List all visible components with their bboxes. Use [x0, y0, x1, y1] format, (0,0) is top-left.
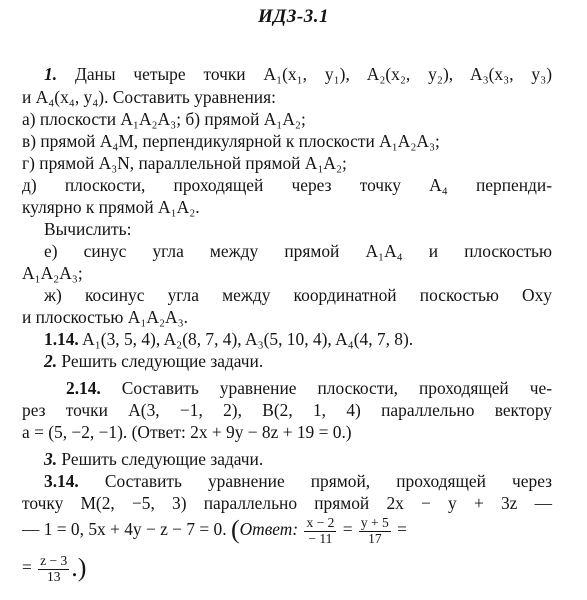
task1-item-a: а) плоскости A₁A₂A₃; б) прямой A₁A₂;	[22, 109, 306, 129]
task3-line1	[44, 471, 552, 492]
task1-item-d-line2: кулярно к прямой A₁A₂.	[22, 197, 200, 217]
task2-line1	[66, 378, 552, 399]
task1-item-zh-line1: ж) косинус угла между координатной поскостью Oxy	[44, 285, 552, 305]
task1-compute-label: Вычислить:	[44, 219, 132, 239]
fraction-x-denominator: − 11	[308, 530, 333, 546]
variant-points: A₁(3, 5, 4), A₂(8, 7, 4), A₃(5, 10, 4), A₄(4, 7, 8).	[82, 329, 414, 349]
page-title: ИДЗ-3.1	[257, 6, 329, 27]
fraction-y-denominator: 17	[368, 530, 382, 546]
task2-number: 2.14.	[66, 378, 101, 398]
task3-header-number: 3.	[44, 449, 58, 469]
answer-fraction-z	[38, 554, 69, 585]
task2-header-text: Решить следующие задачи.	[61, 351, 264, 371]
task3-equations: — 1 = 0, 5x + 4y − z − 7 = 0.	[22, 519, 227, 539]
task2-line3: a = (5, −2, −1). (Ответ: 2x + 9y − 8z + 19 = 0.)	[22, 422, 352, 442]
fraction-y-numerator: y + 5	[360, 514, 389, 530]
task1-item-e-line2: A₁A₂A₃;	[22, 263, 83, 283]
task1-item-e-line1: е) синус угла между прямой A₁A₄ и плоскостью	[44, 241, 552, 261]
task1-item-v: в) прямой A₄M, перпендикулярной к плоскости A₁A₂A₃;	[22, 131, 440, 151]
task1-line1	[44, 64, 552, 85]
task2-header-number: 2.	[44, 351, 58, 371]
task3-line3	[22, 514, 407, 546]
task2-line2: рез точки A(3, −1, 2), B(2, 1, 4) параллельно вектору	[22, 400, 552, 420]
answer-label: Ответ:	[239, 519, 299, 539]
variant-number: 1.14.	[44, 329, 79, 349]
task3-text: Составить уравнение прямой, проходящей через	[104, 471, 552, 491]
answer-fraction-y	[359, 516, 391, 547]
task1-text: Даны четыре точки A₁(x₁, y₁), A₂(x₂, y₂), A₃(x₃, y₃)	[74, 64, 552, 84]
task2-header	[44, 351, 263, 372]
task1-item-d-line1: д) плоскости, проходящей через точку A₄ перпенди-	[22, 175, 552, 195]
equals-sign-3: =	[22, 557, 32, 577]
fraction-x-numerator: x − 2	[306, 514, 335, 530]
answer-close-paren: .)	[71, 553, 87, 582]
task1-item-g: г) прямой A₃N, параллельной прямой A₁A₂;	[22, 153, 347, 173]
fraction-z-numerator: z − 3	[40, 552, 68, 568]
task3-header	[44, 449, 263, 470]
task1-line2: и A₄(x₄, y₄). Составить уравнения:	[22, 87, 276, 107]
task1-number: 1.	[44, 64, 58, 84]
equals-sign-2: =	[397, 519, 407, 539]
equals-sign-1: =	[342, 519, 353, 539]
task1-item-zh-line2: и плоскостью A₁A₂A₃.	[22, 307, 188, 327]
task3-number: 3.14.	[44, 471, 79, 491]
answer-fraction-x	[304, 516, 336, 547]
fraction-z-denominator: 13	[46, 568, 61, 584]
task2-text: Составить уравнение плоскости, проходящей че-	[121, 378, 552, 398]
answer-open-paren: (	[230, 515, 240, 544]
task1-variant	[44, 329, 413, 350]
task3-line4	[22, 552, 86, 584]
task3-header-text: Решить следующие задачи.	[61, 449, 264, 469]
task3-line2: точку M(2, −5, 3) параллельно прямой 2x − y + 3z —	[22, 493, 552, 513]
